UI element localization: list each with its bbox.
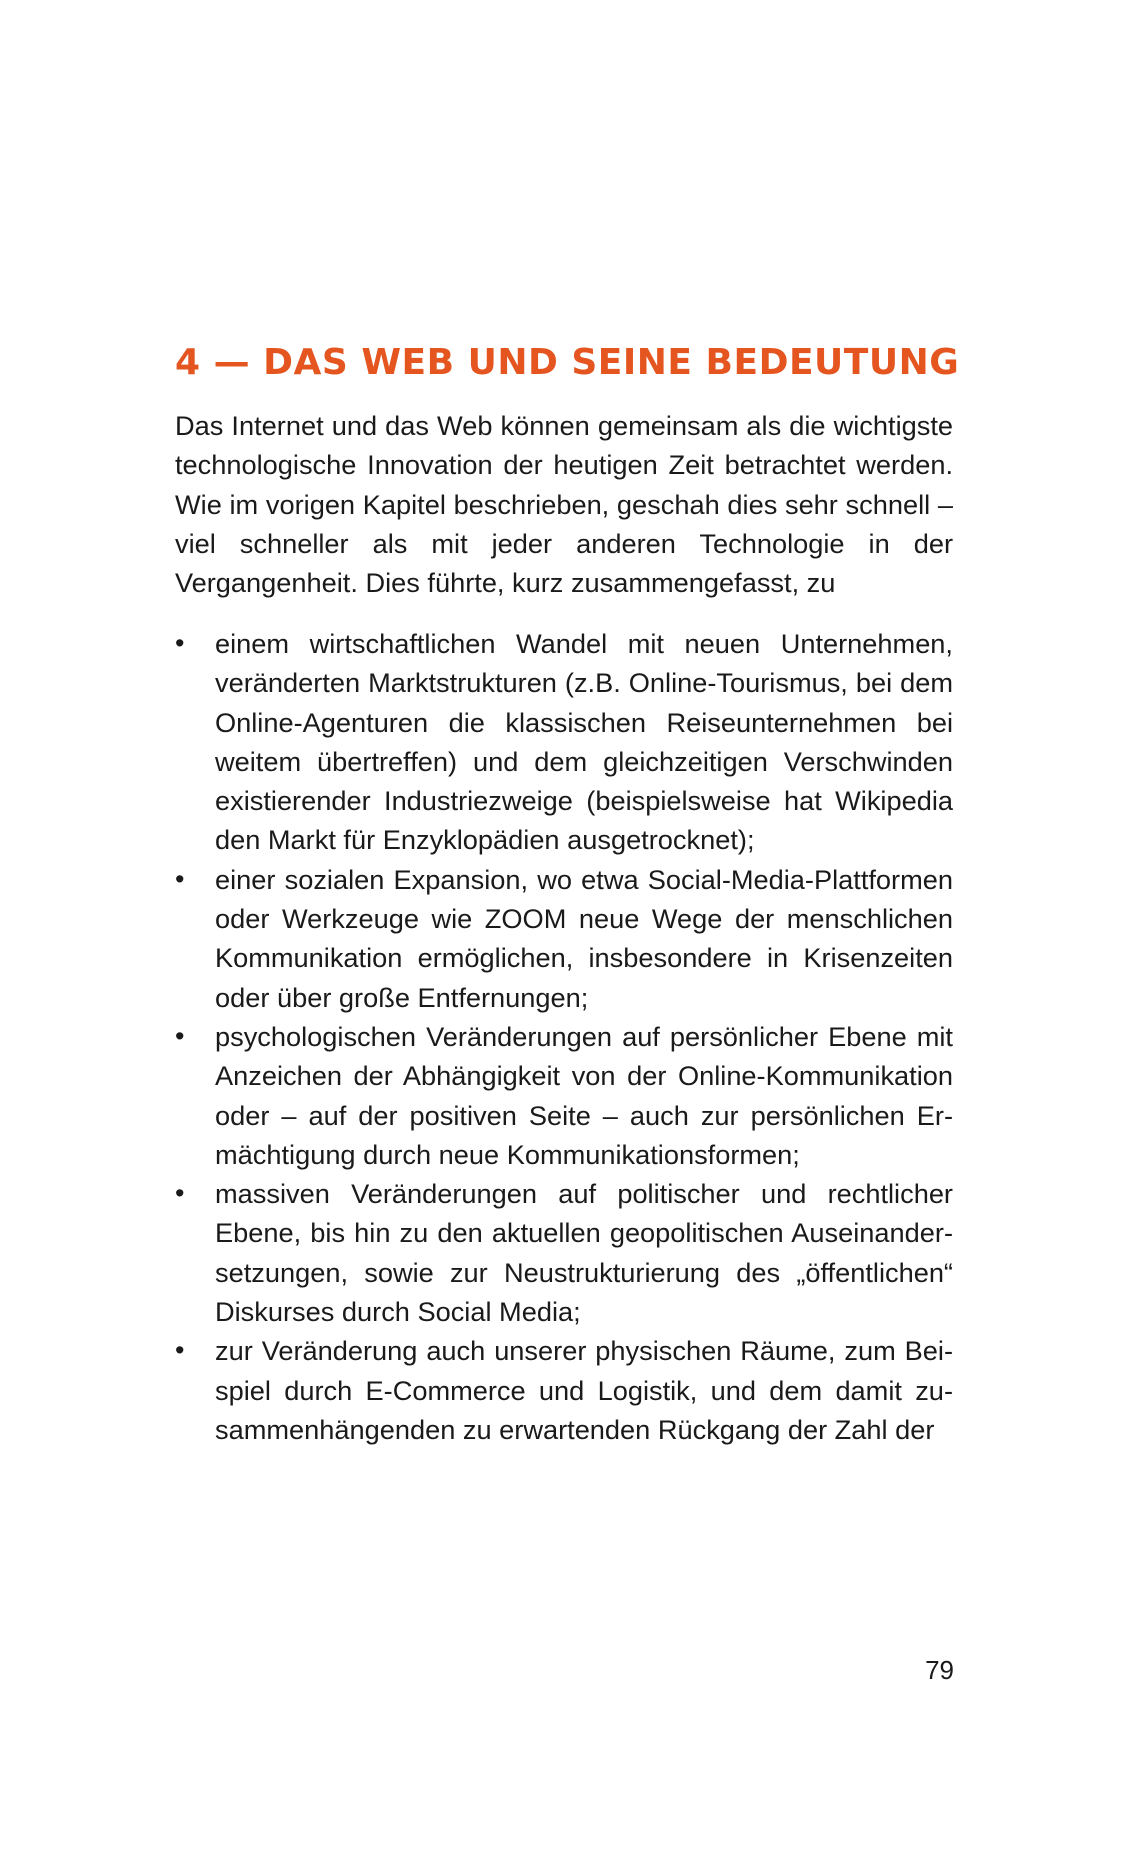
list-item <box>175 1017 953 1174</box>
list-item-text: massiven Veränderungen auf politischer und rechtlicher Ebene, bis hin zu den aktuellen geopolitischen Auseinandersetzungen, sowie zur Neustrukturierung des „öffentlichen“ Diskurses durch Social Media; <box>215 1178 953 1328</box>
page-number: 79 <box>925 1655 954 1685</box>
bullet-marker: • <box>175 863 185 894</box>
bullet-marker: • <box>175 1020 185 1051</box>
list-item-text: einem wirtschaftlichen Wandel mit neuen Unternehmen, veränderten Marktstrukturen (z.B. Online-Tourismus, bei dem Online-Agenturen die klassischen Reiseunternehmen bei weitem übertreffen) und dem gleichzeitigen Verschwinden existierender Industriezweige (beispielsweise hat Wikipedia den Markt für Enzyklopädien ausgetrocknet); <box>215 628 953 856</box>
bullet-list <box>175 624 953 1449</box>
bullet-marker: • <box>175 1335 185 1366</box>
list-item <box>175 860 953 1017</box>
chapter-title: 4 — DAS WEB UND SEINE BEDEUTUNG <box>175 342 960 383</box>
list-item-text: zur Veränderung auch unserer physischen Räume, zum Beispiel durch E-Commerce und Logistik, und dem damit zusammenhängenden zu erwartenden Rückgang der Zahl der <box>215 1335 953 1445</box>
list-item <box>175 624 953 860</box>
bullet-marker: • <box>175 628 185 658</box>
list-item <box>175 1174 953 1331</box>
intro-paragraph: Das Internet und das Web können gemeinsam als die wichtigste technologische Innovation der heutigen Zeit betrachtet werden. Wie im vorigen Kapitel beschrieben, geschah dies sehr schnell – viel schneller als mit jeder anderen Technologie in der Vergangenheit. Dies führte, kurz zusammengefasst, zu <box>175 410 953 599</box>
list-item <box>175 1331 953 1449</box>
bullet-marker: • <box>175 1178 185 1209</box>
list-item-text: psychologischen Veränderungen auf persönlicher Ebene mit Anzeichen der Abhängigkeit von der Online-Kommunikation oder – auf der positiven Seite – auch zur persönlichen Ermächtigung durch neue Kommunikationsformen; <box>215 1020 953 1170</box>
list-item-text: einer sozialen Expansion, wo etwa Social-Media-Plattformen oder Werkzeuge wie ZOOM neue Wege der menschlichen Kommunikation ermöglichen, insbesondere in Krisenzeiten oder über große Entfernungen; <box>215 863 953 1013</box>
